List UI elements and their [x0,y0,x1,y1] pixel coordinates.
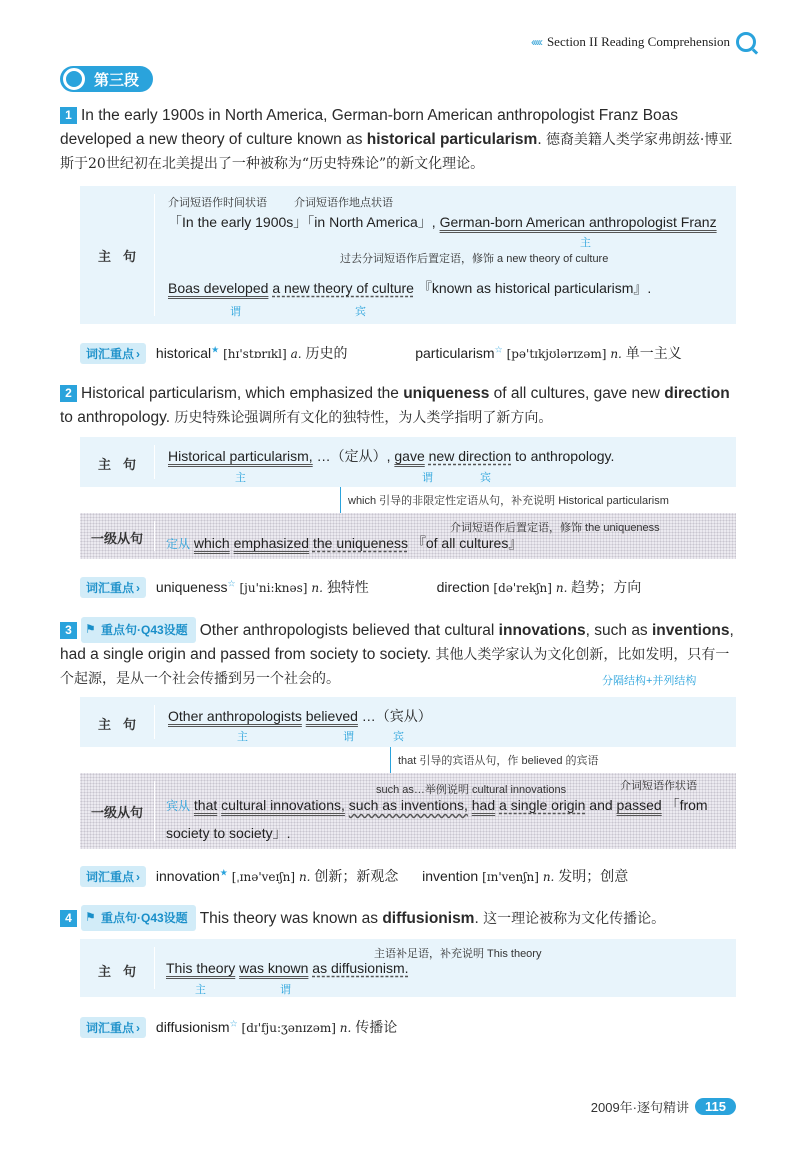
chinese-translation: 这一理论被称为文化传播论。 [483,911,666,927]
sentence-line [166,533,522,553]
sentence-line [168,212,717,232]
adverbial: 「from [665,797,708,813]
sentence-number: 1 [60,107,77,124]
postmodifier: 『of all cultures』 [411,535,523,551]
sentence-line [166,823,291,843]
role-subject: 主 [195,984,206,996]
box-label: 一级从句 [90,531,143,546]
sentence-text: Other anthropologists believed that cultural [199,622,499,639]
annotation: 介词短语作时间状语 [168,197,267,209]
sentence-number: 2 [60,385,77,402]
vocab-word: diffusionism [155,1019,230,1035]
vocab-tag: 词汇重点 › [80,343,146,364]
page-number: 115 [695,1098,736,1115]
sentence-text: This theory was known as [199,910,383,927]
vocab-ipa: [də'rekʃn] [493,581,552,595]
role-object: 宾 [480,472,491,484]
clause-marker: 宾从 [166,799,191,813]
subject-complement: as diffusionism. [312,960,409,976]
vocab-pos: n. [311,581,323,595]
vocab-ipa: [hɪ'stɒrɪkl] [223,347,287,361]
vocab-meaning: 创新；新观念 [314,869,399,885]
sentence-line [168,446,614,466]
sentence-text: to anthropology. [60,409,175,426]
vocab-word: innovation [155,868,220,884]
vocab-row-2 [80,577,641,598]
role-predicate: 谓 [230,306,241,318]
postmodifier: 『known as historical particularism』. [417,280,652,296]
clause-marker: 定从 [166,537,191,551]
box-label: 主句 [97,457,148,472]
annotation: 过去分词短语作后置定语，修饰 a new theory of culture [340,253,609,265]
sentence-number: 4 [60,910,77,927]
keyword: inventions [652,622,730,639]
role-predicate: 谓 [422,472,433,484]
subject-predicate: Boas developed [168,280,269,296]
predicate: passed [616,797,662,813]
subject: Historical particularism, [168,448,313,464]
predicate: was known [239,960,309,976]
analysis-box-3-sub [80,773,736,849]
vocab-pos: a. [290,347,302,361]
keyword: diffusionism [382,910,475,927]
structure-note: 分隔结构+并列结构 [602,675,697,687]
keyword: uniqueness [403,385,490,402]
role-subject: 主 [580,237,591,249]
vocab-tag: 词汇重点 › [80,1017,146,1038]
sentence-2 [60,382,740,430]
sentence-text: . [474,910,484,927]
arrows-icon: ‹‹‹‹‹ [530,35,541,49]
adverbial: to anthropology. [515,448,615,464]
divider [154,445,155,479]
vocab-meaning: 独特性 [326,580,369,596]
clause-placeholder: …（定从）, [316,448,391,464]
role-subject: 主 [237,731,248,743]
analysis-box-4 [80,939,736,997]
subject: cultural innovations, [221,797,345,813]
vocab-row-1 [80,343,682,364]
analysis-box-1 [80,186,736,324]
box-label: 主句 [97,717,148,732]
section-badge [60,66,153,92]
section-label: 第三段 [94,71,140,89]
link-line [340,487,341,513]
vocab-meaning: 趋势；方向 [571,580,642,596]
chinese-translation: 其他人类学家认为文化创新，比如发明，只有一个起源，是从一个社会传播到另一个社会的。 [60,647,730,687]
vocab-tag: 词汇重点 › [80,866,146,887]
keyword: innovations [498,622,586,639]
sentence-text: Historical particularism, which emphasized the [81,385,404,402]
role-object: 宾 [355,306,366,318]
sentence-text: of all cultures, gave new [489,385,665,402]
sentence-line [166,795,708,815]
sentence-line [168,278,651,298]
vocab-ipa: [ˌɪnə'veɪʃn] [231,870,296,884]
q-icon [63,68,85,90]
vocab-word: historical [155,345,212,361]
annotation: such as…举例说明 cultural innovations [376,784,567,796]
box-label: 主句 [97,964,148,979]
role-predicate: 谓 [343,731,354,743]
star-icon: ★ [219,867,228,878]
sentence-1 [60,104,740,176]
book-title: 2009年·逐句精讲 [590,1100,690,1115]
predicate: gave [394,448,425,464]
sentence-number: 3 [60,622,77,639]
relative-pronoun: which [193,535,230,551]
running-header [531,32,756,52]
example: such as inventions, [348,797,468,813]
vocab-pos: n. [542,870,555,884]
object: a single origin [499,797,586,813]
role-subject: 主 [235,472,246,484]
conjunction: and [589,797,613,813]
divider [154,947,155,989]
key-sentence-tag: ⚑ 重点句·Q43设题 [81,617,196,643]
sentence-text: In the early 1900s in North America, German-born American anthropologist Franz Boas developed a new theory of culture known as [60,107,679,148]
predicate: had [471,797,496,813]
divider [154,781,155,841]
q-search-icon [736,32,756,52]
vocab-meaning: 单一主义 [625,346,682,362]
sentence-4 [60,905,740,931]
annotation: 主语补足语，补充说明 This theory [374,948,542,960]
star-icon: ☆ [227,578,236,589]
subject: This theory [166,960,236,976]
adverbials: 「In the early 1900s」「in North America」, [168,214,436,230]
vocab-pos: n. [339,1021,352,1035]
vocab-word: uniqueness [155,579,228,595]
clause-placeholder: …（宾从） [361,708,432,724]
star-icon: ☆ [494,344,503,355]
sentence-line [166,960,409,976]
sentence-text: , such as [585,622,652,639]
object: the uniqueness [312,535,408,551]
vocab-word: invention [422,868,479,884]
link-annotation: that 引导的宾语从句，作 believed 的宾语 [398,755,599,767]
adverbial: society to society」. [166,825,291,841]
star-icon: ★ [211,344,220,355]
vocab-ipa: [pə'tɪkjʊlərɪzəm] [506,347,607,361]
vocab-meaning: 发明；创意 [558,869,629,885]
divider [154,521,155,551]
subject: German-born American anthropologist Franz [439,214,717,230]
sentence-text: . [537,131,546,148]
role-predicate: 谓 [280,984,291,996]
vocab-tag: 词汇重点 › [80,577,146,598]
box-label: 一级从句 [90,805,143,820]
object: new direction [428,448,512,464]
role-object: 宾 [393,731,404,743]
vocab-meaning: 传播论 [355,1020,398,1036]
sentence-text: , had a single origin and passed from society to society. [60,622,734,663]
key-sentence-tag: ⚑ 重点句·Q43设题 [81,905,196,931]
link-annotation: which 引导的非限定性定语从句，补充说明 Historical particularism [348,495,669,507]
header-title: Section II Reading Comprehension [546,34,730,49]
link-line [390,747,391,773]
annotation: 介词短语作后置定语，修饰 the uniqueness [450,522,660,534]
divider [154,194,155,316]
conjunction: that [193,797,218,813]
vocab-row-3 [80,866,628,887]
vocab-ipa: [ju'ni:knəs] [239,581,308,595]
divider [154,705,155,739]
predicate: emphasized [233,535,310,551]
object: a new theory of culture [272,280,414,296]
annotation: 介词短语作地点状语 [294,197,393,209]
chinese-translation: 德裔美籍人类学家弗朗兹·博亚斯于20世纪初在北美提出了一种被称为“历史特殊论”的新文化理论。 [60,132,733,172]
vocab-word: particularism [415,345,495,361]
vocab-pos: n. [555,581,568,595]
vocab-meaning: 历史的 [305,346,348,362]
chinese-translation: 历史特殊论强调所有文化的独特性，为人类学指明了新方向。 [174,410,553,426]
vocab-word: direction [436,579,490,595]
box-label: 主句 [97,249,148,264]
star-icon: ☆ [229,1018,238,1029]
page-footer [591,1097,736,1116]
vocab-row-4 [80,1017,397,1038]
vocab-ipa: [dɪ'fju:ʒənɪzəm] [241,1021,336,1035]
sentence-line [168,706,432,726]
analysis-box-2-sub [80,513,736,559]
keyword: direction [664,385,730,402]
annotation: 介词短语作状语 [620,780,697,792]
analysis-box-3-main [80,697,736,747]
vocab-pos: n. [610,347,622,361]
vocab-ipa: [ɪn'venʃn] [482,870,539,884]
keyword: historical particularism [366,131,538,148]
subject: Other anthropologists [168,708,302,724]
analysis-box-2-main [80,437,736,487]
vocab-pos: n. [298,870,311,884]
predicate: believed [305,708,358,724]
